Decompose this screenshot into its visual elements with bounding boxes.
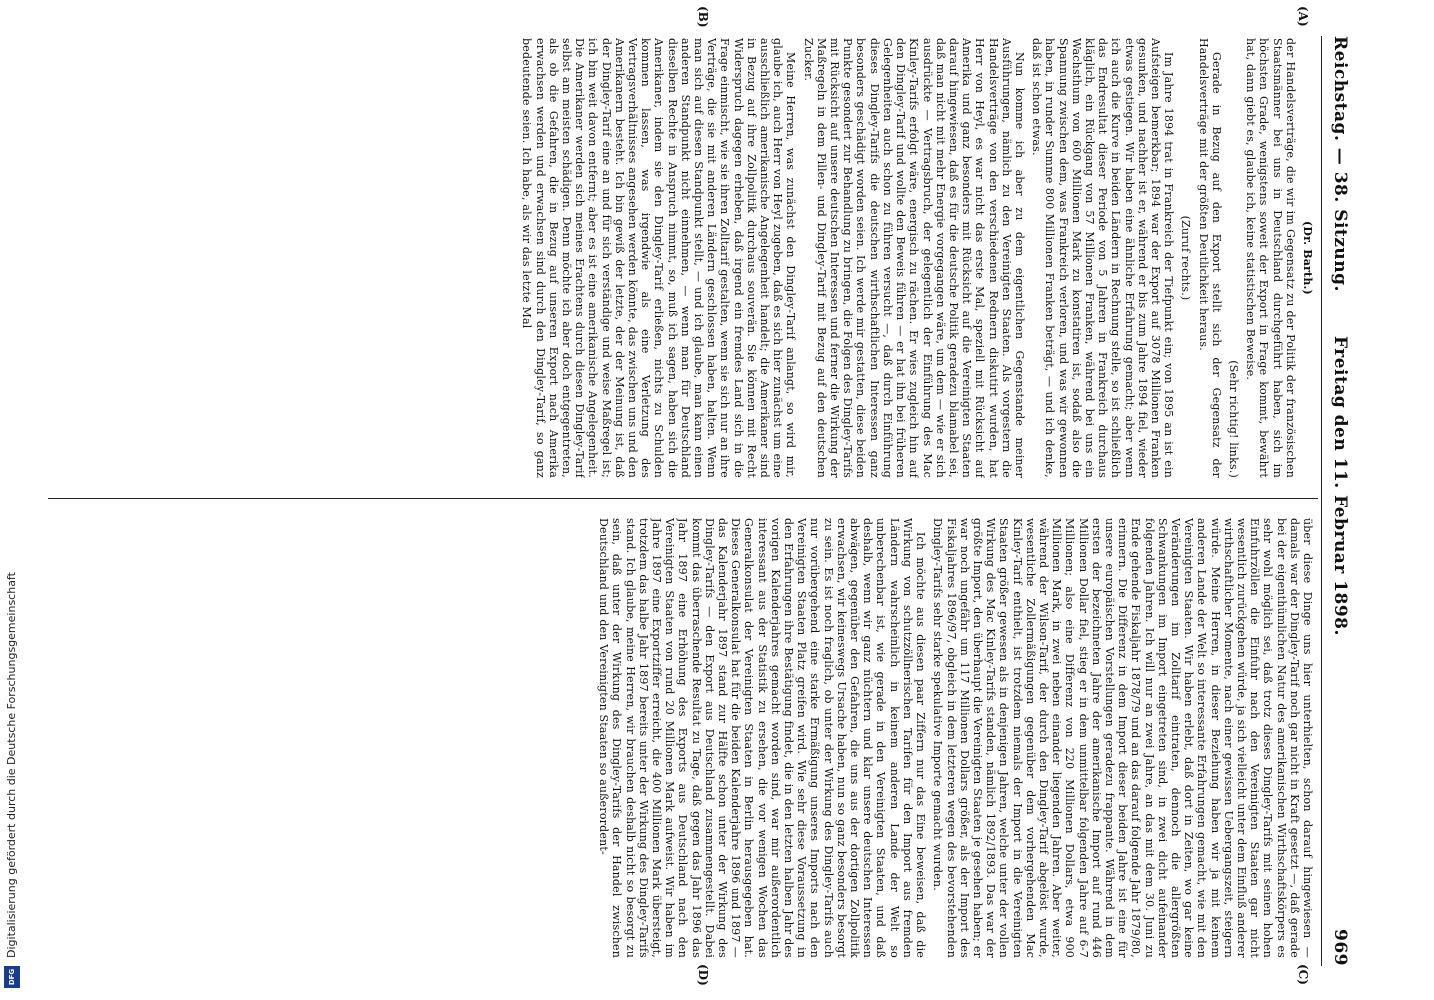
- footer-credit: [4, 128, 24, 988]
- rotated-page: [50, 6, 1350, 986]
- paragraph: Nun komme ich aber zu dem eigentlichen Gegenstande meiner Ausführungen, nämlich zu den Vereinigten Staaten. Als vorgestern die Handelsverträge von den verschiedenen Rednern diskutirt wurden, hat Herr von Heyl, es war nicht das erste Mal, speziell mit Rücksicht auf Amerika und ganz besonders mit Rücksicht auf die Vereinigten Staaten darauf hingewiesen, daß es für die deutsche Politik geradezu blamabel sei, daß man nicht mit mehr Energie vorgegangen wäre, um dem — wie er sich ausdrückte — Vertragsbruch, der gelegentlich der Einführung des Mac Kinley-Tarifs erfolgt wäre, energisch zu rächen. Er wies zugleich hin auf den Dingley-Tarif und wollte den Beweis führen — er hat ihn bei früheren Gelegenheiten auch schon zu führen versucht —, daß durch Einführung dieses Dingley-Tarifs die deutschen wirthschaftlichen Interessen ganz besonders geschädigt worden seien. Ich werde mir gestatten, diese beiden Punkte gesondert zur Behandlung zu bringen, die Folgen des Dingley-Tarifs mit Rücksicht auf unsere deutschen Interessen und ferner die Wirkung der Maßregeln in dem Pillen- und Dingley-Tarif mit Bezug auf den deutschen Zucker.: [801, 38, 1026, 478]
- right-column: [54, 518, 1314, 958]
- footer-credit-text: Digitalisierung gefördert durch die Deutsche Forschungsgemeinschaft: [5, 572, 18, 958]
- left-column: [54, 38, 1314, 478]
- paragraph: der Handelsverträge, die wir im Gegensatz zu der Politik der französischen Staatsmänner bei uns in Deutschland durchgeführt haben, sich im höchsten Grade, wenigstens soweit der Export in Frage kommt, bewährt hat, dann giebt es, glaube ich, keine statistischen Beweise.: [1244, 38, 1297, 478]
- header-rule: [1321, 36, 1322, 966]
- page-header: [1324, 36, 1350, 966]
- reaction: (Zuruf rechts.): [1179, 215, 1193, 301]
- header-date: Freitag den 11. Februar 1898.: [1330, 336, 1350, 636]
- reaction: (Sehr richtig! links.): [1226, 360, 1240, 478]
- margin-marker-b: (B): [696, 6, 710, 28]
- margin-marker-d: (D): [696, 964, 710, 986]
- paragraph: über diese Dinge uns hier unterhielten, schon darauf hingewiesen — damals war der Dingley-Tarif noch gar nicht in Kraft gesetzt —, daß gerade bei der eigenthümlichen Natur des amerikanischen Wirthschaftskörpers es sehr wohl möglich sei, daß trotz dieses Dingley-Tarifs mit seinen hohen Einfuhrzöllen die Einfuhr nach den Vereinigten Staaten gar nicht wesentlich zurückgehen würde, ja sich vielleicht unter dem Einfluß anderer wirthschaftlicher Momente, nach einer gewissen Uebergangszeit, steigern würde. Meine Herren, in dieser Beziehung haben wir ja mit keinem anderen Lande der Welt so interessante Erfahrungen gemacht, wie mit den Vereinigten Staaten. Wir haben erlebt, daß dort in Zeiten, wo gar keine Veränderungen im Zolltarif eintraten, dennoch die allergrößten Schwankungen im Import eingetreten sind, in zwei dicht aufeinander folgenden Jahren. Ich will nur an zwei Jahre, an das mit dem 30. Juni zu Ende gehende Fiskaljahr 1878/79 und an das darauf folgende Jahr 1879/80, erinnern. Die Differenz in dem Import dieser beiden Jahre ist eine für unsere europäischen Vorstellungen geradezu frappante. Während in dem ersten der bezeichneten Jahre der amerikanische Import auf rund 446 Millionen Dollar fiel, stieg er in dem unmittelbar folgenden Jahre auf 6-7 Millionen; also eine Differenz von 220 Millionen Dollars, etwa 900 Millionen Mark, in zwei neben einander liegenden Jahren. Aber weiter, während der Wilson-Tarif, der durch den Dingley-Tarif abgelöst wurde, wesentliche Zollermäßigungen gegenüber dem vorhergehenden Mac Kinley-Tarif enthielt, ist trotzdem niemals der Import in die Vereinigten Staaten größer gewesen als in denjenigen Jahren, welche unter der vollen Wirkung des Mac Kinley-Tarifs standen, nämlich 1892/1893. Das war der größte Import, den überhaupt die Vereinigten Staaten je gesehen haben; er war noch ungefähr um 117 Millionen Dollars größer, als der Import des Fiskaljahres 1896/97, obgleich in dem letzteren wegen des bevorstehenden Dingley-Tarifs sehr starke spekulative Importe gemacht wurden.: [931, 518, 1314, 958]
- page-number: 969: [1330, 929, 1350, 966]
- column-rule: [48, 498, 1318, 499]
- paragraph: Ich möchte aus diesen paar Ziffern nur das Eine beweisen, daß die Wirkung von schutzzöllnerischen Tarifen für den Import aus fremden Ländern wahrscheinlich in keinem anderen Lande der Welt so unberechenbar ist, wie gerade in den Vereinigten Staaten, und daß deshalb, wenn wir ganz nüchtern und klar unsere deutschen Interessen abwägen, gegenüber den Gefahren, die uns aus der dortigen Zollpolitik erwachsen, wir keineswegs Ursache haben, nun so ganz besonders besorgt zu sein. Es ist noch fraglich, ob unter der Wirkung des Dingley-Tarifs auch nur vorübergehend eine starke Ermäßigung unseres Imports nach den Vereinigten Staaten Platz greifen wird. Wie sehr diese Voraussetzung in den Erfahrungen ihre Bestätigung findet, die in den letzten halben Jahr des vorigen Kalenderjahres gemacht worden sind, war mir außerordentlich interessant aus der Statistik zu ersehen, die vor wenigen Wochen das Generalkonsulat der Vereinigten Staaten in Berlin herausgegeben hat. Dieses Generalkonsulat hat für die beiden Kalenderjahre 1896 und 1897 — das Kalenderjahr 1897 stand zur Hälfte schon unter der Wirkung des Dingley-Tarifs — den Export aus Deutschland zusammengestellt. Dabei kommt das überraschende Resultat zu Tage, daß gegen das Jahr 1896 das Jahr 1897 eine Erhöhung des Exports aus Deutschland nach den Vereinigten Staaten von rund 20 Millionen Mark aufweist. Wir haben im Jahre 1897 eine Exportziffer erreicht, die 400 Millionen Mark übersteigt, trotzdem das halbe Jahr 1897 bereits unter der Wirkung des Dingley-Tarifs stand. Ich glaube, meine Herren, wir brauchen deshalb nicht so besorgt zu sein, daß unter der Wirkung des Dingley-Tarifs der Handel zwischen Deutschland und den Vereinigten Staaten so außerordent-: [597, 518, 928, 958]
- speaker-label: (Dr. Barth.): [1301, 221, 1314, 295]
- paragraph: Meine Herren, was zunächst den Dingley-Tarif anlangt, so wird mir, glaube ich, auch Herr von Heyl zugeben, daß es sich hier zunächst um eine ausschließlich amerikanische Angelegenheit handelt; die Amerikaner sind in Bezug auf ihre Zollpolitik durchaus souverän. Sie können mit Recht Widerspruch dagegen erheben, daß irgend ein fremdes Land sich in die Frage einmischt, wie sie ihren Zolltarif gestalten, wenn sie sich nur an ihre Verträge, die sie mit anderen Ländern geschlossen haben, halten. Wenn man sich auf diesen Standpunkt stellt, — und ich glaube, man kann einen anderen Standpunkt nicht einnehmen, — wenn man für Deutschland dieselben Rechte in Anspruch nimmt, so, muß ich sagen, haben sich die Amerikaner, indem sie den Dingley-Tarif erließen, nichts zu Schulden kommen lassen, was irgendwie als eine Verletzung des Vertragsverhältnisses angesehen werden könnte, das zwischen uns und den Amerikanern besteht. Ich bin gewiß der letzte, der der Meinung ist, daß der Dingley-Tarif eine an und für sich verständige und weise Maßregel ist; ich bin weit davon entfernt; aber es ist eine amerikanische Angelegenheit. Die Amerikaner werden sich meines Erachtens durch diesen Dingley-Tarif selbst am meisten schädigen. Denn möchte ich aber doch entgegentreten, als ob die Gefahren, die in Bezug auf unseren Export nach Amerika erwachsen werden und erwachsen sind durch den Dingley-Tarif, so ganz bedeutende seien. Ich habe, als wir das letzte Mal: [520, 38, 798, 478]
- dfg-logo-text: DFG: [8, 968, 16, 986]
- paragraph: Im Jahre 1894 trat in Frankreich der Tiefpunkt ein; von 1895 an ist ein Aufsteigen bemerkbar; 1894 war der Export auf 3078 Millionen Franken gesunken, und nachher ist er, während er bis zum Jahre 1894 fiel, wieder etwas gestiegen. Wir haben eine ähnliche Erfahrung gemacht; aber wenn ich auch die Kurve in beiden Ländern in Rechnung stelle, so ist schließlich das Endresultat dieser Periode von 5 Jahren in Frankreich durchaus kläglich, ein Rückgang von 57 Millionen Franken, während bei uns ein Wachsthum von 600 Millionen Mark zu konstatiren ist, sodaß also die Spannung zwischen dem, was Frankreich verloren, und was wir gewonnen haben, in runder Summe 800 Millionen Franken beträgt, — und ich denke, daß ist schon etwas.: [1030, 38, 1176, 478]
- margin-marker-a: (A): [1296, 6, 1310, 27]
- header-title: Reichstag. — 38. Sitzung.: [1330, 36, 1350, 292]
- margin-marker-c: (C): [1296, 964, 1310, 985]
- paragraph: Gerade in Bezug auf den Export stellt sich der Gegensatz der Handelsverträge mit der größten Deutlichkeit heraus.: [1196, 38, 1223, 478]
- dfg-logo: [4, 966, 20, 988]
